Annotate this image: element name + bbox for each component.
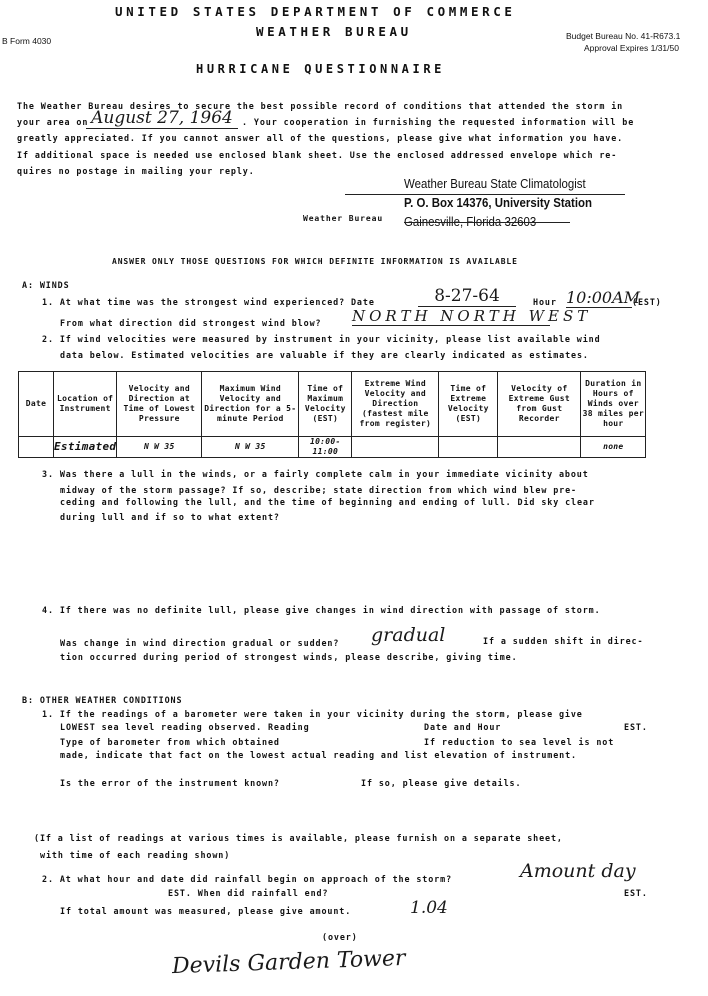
cell-duration[interactable]: none (581, 437, 646, 458)
weather-bureau-label: Weather Bureau (303, 214, 384, 223)
intro-line-5: quires no postage in mailing your reply. (17, 166, 255, 176)
intro-line-2-start: your area on (17, 117, 89, 127)
a-q3-line-3: ceding and following the lull, and the time of beginning and ending of lull. Did sky clear (60, 497, 595, 507)
a-q3-line-4: during lull and if so to what extent? (60, 512, 280, 522)
rainfall-begin-answer[interactable]: Amount day (520, 860, 636, 882)
a-q3-line-1: 3. Was there a lull in the winds, or a fairly complete calm in your immediate vicinity about (42, 469, 589, 479)
rainfall-amount-answer[interactable]: 1.04 (410, 898, 448, 918)
over-label: (over) (322, 932, 358, 942)
cell-location[interactable]: Estimated (54, 437, 117, 458)
a-q4-line-1: 4. If there was no definite lull, please give changes in wind direction with passage of storm. (42, 605, 601, 615)
col-extreme-wind-velocity: Extreme Wind Velocity and Direction (fastest mile from register) (352, 372, 439, 437)
cell-velocity-lowest-pressure[interactable]: N W 35 (117, 437, 202, 458)
b-q2-line-1: 2. At what hour and date did rainfall begin on approach of the storm? (42, 874, 453, 884)
a-q4-line-2-start: Was change in wind direction gradual or sudden? (60, 638, 340, 648)
col-max-wind-velocity: Maximum Wind Velocity and Direction for a 5-minute Period (202, 372, 299, 437)
form-title: HURRICANE QUESTIONNAIRE (196, 62, 445, 76)
b-q1-line-3-start: Type of barometer from which obtained (60, 737, 280, 747)
wind-data-table (18, 371, 646, 458)
a-q4-line-2-end: If a sudden shift in direc- (483, 636, 644, 646)
a-q2-line-2: data below. Estimated velocities are valuable if they are clearly indicated as estimates. (60, 350, 589, 360)
b-note-line-2: with time of each reading shown) (40, 850, 231, 860)
cell-date[interactable] (19, 437, 54, 458)
b-q1-date-hour-label: Date and Hour (424, 722, 502, 732)
budget-number: Budget Bureau No. 41-R673.1 (566, 31, 681, 41)
a-q2-line-1: 2. If wind velocities were measured by instrument in your vicinity, please list available wind (42, 334, 601, 344)
b-q2-line-2-start: EST. When did rainfall end? (168, 888, 329, 898)
address-line-3: Gainesville, Florida 32603 (404, 214, 537, 229)
address-line-2: P. O. Box 14376, University Station (404, 195, 592, 210)
strongest-wind-date-field[interactable]: 8-27-64 (418, 286, 516, 307)
section-a-heading: A: WINDS (22, 280, 70, 290)
a-q1-text: 1. At what time was the strongest wind experienced? Date (42, 297, 375, 307)
wind-change-answer[interactable]: gradual (371, 624, 446, 646)
col-velocity-lowest-pressure: Velocity and Direction at Time of Lowest Pressure (117, 372, 202, 437)
cell-time-max-velocity[interactable]: 10:00-11:00 (299, 437, 352, 458)
cell-extreme-wind-velocity[interactable] (352, 437, 439, 458)
section-b-heading: B: OTHER WEATHER CONDITIONS (22, 695, 183, 705)
b-q2-line-3: If total amount was measured, please give amount. (60, 906, 352, 916)
b-q1-line-1: 1. If the readings of a barometer were taken in your vicinity during the storm, please give (42, 709, 583, 719)
b-q1-line-4: made, indicate that fact on the lowest actual reading and list elevation of instrument. (60, 750, 577, 760)
address-line-1: Weather Bureau State Climatologist (404, 176, 586, 191)
b-q1-line-5-start: Is the error of the instrument known? (60, 778, 280, 788)
col-time-max-velocity: Time of Maximum Velocity (EST) (299, 372, 352, 437)
intro-line-3: greatly appreciated. If you cannot answer all of the questions, please give what information you have. (17, 133, 624, 143)
intro-line-1: The Weather Bureau desires to secure the best possible record of conditions that attended the storm in (17, 101, 624, 111)
col-time-extreme-velocity: Time of Extreme Velocity (EST) (439, 372, 498, 437)
cell-max-wind-velocity[interactable]: N W 35 (202, 437, 299, 458)
form-number: B Form 4030 (2, 36, 52, 46)
storm-date-field[interactable]: August 27, 1964 (86, 108, 238, 129)
hour-label: Hour (533, 297, 557, 307)
department-title: UNITED STATES DEPARTMENT OF COMMERCE (115, 4, 516, 19)
approval-expiry: Approval Expires 1/31/50 (584, 43, 679, 53)
b-q1-line-2-start: LOWEST sea level reading observed. Reading (60, 722, 310, 732)
address-strike (404, 222, 570, 223)
col-duration: Duration in Hours of Winds over 38 miles per hour (581, 372, 646, 437)
b-q2-line-2-end: EST. (624, 888, 648, 898)
est-label: (EST) (632, 297, 662, 307)
col-date: Date (19, 372, 54, 437)
cell-time-extreme-velocity[interactable] (439, 437, 498, 458)
wind-direction-field[interactable]: NORTH NORTH WEST (352, 307, 592, 325)
b-q1-line-5-end: If so, please give details. (361, 778, 522, 788)
a-q4-line-3: tion occurred during period of strongest winds, please describe, giving time. (60, 652, 518, 662)
b-q1-est-label: EST. (624, 722, 648, 732)
a-q3-line-2: midway of the storm passage? If so, describe; state direction from which wind blew pre- (60, 485, 577, 495)
intro-line-2-end: . Your cooperation in furnishing the requested information will be (242, 117, 635, 127)
b-q1-line-3-end: If reduction to sea level is not (424, 737, 615, 747)
a-q1-direction-text: From what direction did strongest wind blow? (60, 318, 322, 328)
bureau-title: WEATHER BUREAU (256, 24, 412, 39)
cell-extreme-gust[interactable] (498, 437, 581, 458)
signature: Devils Garden Tower (171, 945, 406, 980)
strongest-wind-hour-field[interactable]: 10:00AM (566, 288, 641, 307)
col-location: Location of Instrument (54, 372, 117, 437)
a-q3-answer-area[interactable] (60, 526, 680, 596)
intro-line-4: If additional space is needed use enclosed blank sheet. Use the enclosed addressed envelope which re- (17, 150, 618, 160)
b-note-line-1: (If a list of readings at various times is available, please furnish on a separate sheet, (34, 833, 563, 843)
col-extreme-gust: Velocity of Extreme Gust from Gust Recorder (498, 372, 581, 437)
instruction-line: ANSWER ONLY THOSE QUESTIONS FOR WHICH DEFINITE INFORMATION IS AVAILABLE (112, 257, 518, 266)
